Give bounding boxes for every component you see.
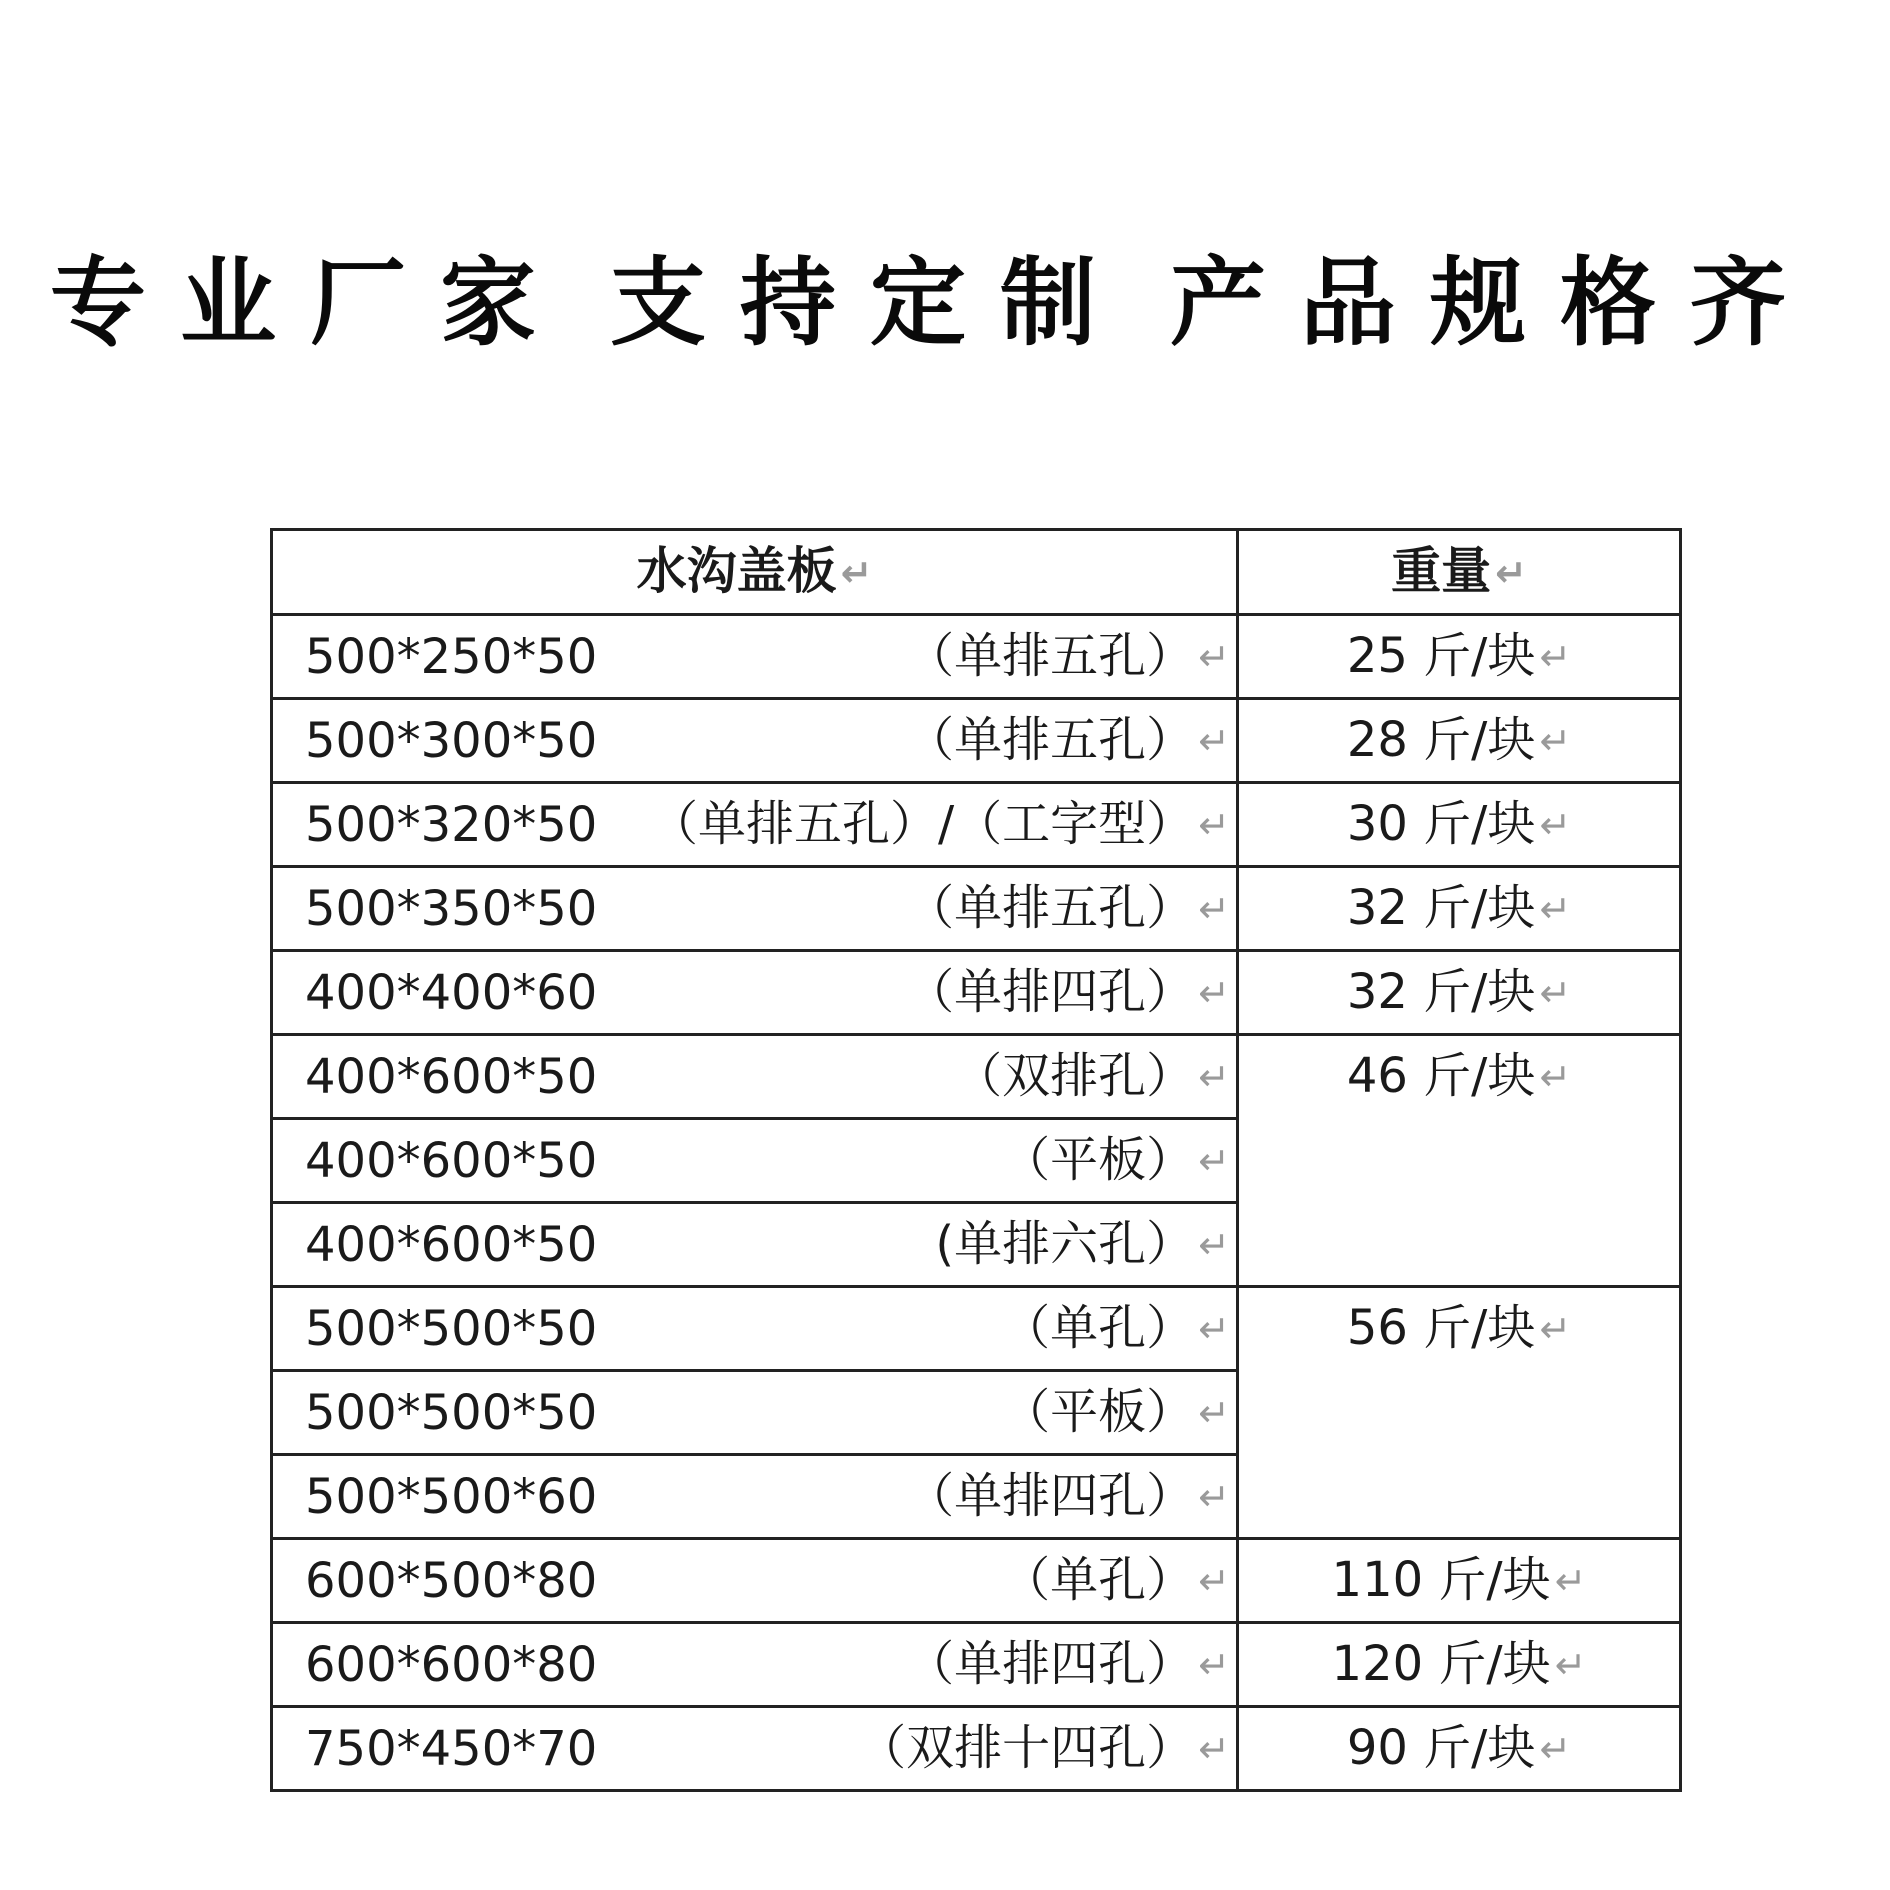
headline-char: 家 [440,246,536,359]
return-mark-icon: ↵ [1198,1391,1230,1435]
weight-cell [1238,615,1681,699]
size-cell-content [305,1120,1230,1201]
weight-text: 56 斤/块 [1346,1300,1536,1356]
weight-text: 32 斤/块 [1346,964,1536,1020]
dimension-text: 400*400*60 [305,964,598,1021]
table-row [272,1707,1681,1791]
dimension-text: 500*320*50 [305,796,598,853]
type-group [650,784,1230,865]
type-group [906,700,1230,781]
table-row [272,615,1681,699]
return-mark-icon: ↵ [1198,1727,1230,1771]
weight-cell [1238,1539,1681,1623]
dimension-text: 400*600*50 [305,1132,598,1189]
size-cell-content [305,1708,1230,1789]
size-cell [272,1455,1238,1539]
spec-table [270,528,1682,1792]
weight-cell [1238,699,1681,783]
table-row [272,1287,1681,1371]
dimension-text: 500*500*50 [305,1384,598,1441]
type-group [906,616,1230,697]
return-mark-icon: ↵ [1198,971,1230,1015]
weight-cell [1238,867,1681,951]
return-mark-icon: ↵ [1554,1559,1587,1603]
dimension-text: 500*350*50 [305,880,598,937]
size-cell-content [305,616,1230,697]
return-mark-icon: ↵ [1198,635,1230,679]
weight-cell [1238,1287,1681,1539]
headline-char: 专 [50,246,146,359]
size-cell [272,1707,1238,1791]
type-text: （双排孔） [954,1048,1195,1104]
dimension-text: 600*500*80 [305,1552,598,1609]
header-size-label: 水沟盖板 [636,542,837,600]
size-cell [272,1371,1238,1455]
size-cell-content [305,1456,1230,1537]
weight-text: 110 斤/块 [1331,1552,1551,1608]
size-cell [272,1287,1238,1371]
type-group [954,1036,1230,1117]
size-cell [272,783,1238,867]
return-mark-icon: ↵ [1539,1307,1572,1351]
dimension-text: 400*600*50 [305,1048,598,1105]
size-cell-content [305,1624,1230,1705]
size-cell [272,699,1238,783]
table-row [272,699,1681,783]
type-group [906,1456,1230,1537]
return-mark-icon: ↵ [1539,1727,1572,1771]
headline-phrase [610,227,1096,364]
size-cell-content [305,1288,1230,1369]
return-mark-icon: ↵ [1198,1223,1230,1267]
type-text: （单孔） [1002,1552,1195,1608]
size-cell [272,951,1238,1035]
table-row [272,1035,1681,1119]
headline-char: 支 [610,246,706,359]
size-cell-content [305,952,1230,1033]
type-group [906,868,1230,949]
weight-text: 25 斤/块 [1346,628,1536,684]
table-row [272,951,1681,1035]
headline-char: 齐 [1690,246,1786,359]
weight-text: 46 斤/块 [1346,1048,1536,1104]
dimension-text: 500*250*50 [305,628,598,685]
return-mark-icon: ↵ [1539,635,1572,679]
size-cell-content [305,784,1230,865]
headline-phrase [1170,227,1786,364]
weight-text: 32 斤/块 [1346,880,1536,936]
return-mark-icon: ↵ [1539,971,1572,1015]
type-group [906,952,1230,1033]
size-cell [272,1539,1238,1623]
size-cell-content [305,700,1230,781]
weight-cell [1238,951,1681,1035]
type-text: （单排四孔） [906,1636,1195,1692]
headline-phrase [50,227,536,364]
size-cell [272,1035,1238,1119]
type-text: （平板） [1002,1132,1195,1188]
weight-cell [1238,1035,1681,1287]
dimension-text: 600*600*80 [305,1636,598,1693]
type-group [1002,1372,1230,1453]
weight-text: 120 斤/块 [1331,1636,1551,1692]
return-mark-icon: ↵ [1539,719,1572,763]
size-cell [272,867,1238,951]
type-group [1002,1540,1230,1621]
header-weight-label: 重量 [1391,542,1492,600]
type-text: （单孔） [1002,1300,1195,1356]
type-text: （平板） [1002,1384,1195,1440]
weight-cell [1238,1623,1681,1707]
type-group [906,1624,1230,1705]
type-group [1002,1288,1230,1369]
dimension-text: 500*500*50 [305,1300,598,1357]
headline-char: 厂 [310,246,406,359]
weight-text: 30 斤/块 [1346,796,1536,852]
size-cell-content [305,1204,1230,1285]
return-mark-icon: ↵ [1539,803,1572,847]
return-mark-icon: ↵ [1554,1643,1587,1687]
type-text: （单排四孔） [906,1468,1195,1524]
type-text: （双排十四孔） [858,1720,1195,1776]
headline [50,235,1850,359]
type-text: （单排五孔） [906,712,1195,768]
weight-cell [1238,783,1681,867]
return-mark-icon: ↵ [1198,1643,1230,1687]
return-mark-icon: ↵ [1198,1559,1230,1603]
weight-text: 90 斤/块 [1346,1720,1536,1776]
headline-char: 业 [180,246,276,359]
size-cell-content [305,1372,1230,1453]
return-mark-icon: ↵ [1198,1307,1230,1351]
header-size [272,530,1238,615]
table-row [272,1623,1681,1707]
table-row [272,1539,1681,1623]
headline-char: 格 [1560,246,1656,359]
type-text: (单排六孔） [935,1216,1195,1272]
size-cell [272,1203,1238,1287]
size-cell-content [305,1540,1230,1621]
table-row [272,783,1681,867]
headline-char: 定 [870,246,966,359]
header-weight [1238,530,1681,615]
weight-text: 28 斤/块 [1346,712,1536,768]
dimension-text: 400*600*50 [305,1216,598,1273]
return-mark-icon: ↵ [1198,1475,1230,1519]
return-mark-icon: ↵ [1198,1055,1230,1099]
return-mark-icon: ↵ [1198,803,1230,847]
dimension-text: 500*300*50 [305,712,598,769]
size-cell [272,1623,1238,1707]
weight-cell [1238,1707,1681,1791]
size-cell-content [305,1036,1230,1117]
return-mark-icon: ↵ [1539,887,1572,931]
return-mark-icon: ↵ [1539,1055,1572,1099]
type-group [858,1708,1230,1789]
return-mark-icon: ↵ [1198,887,1230,931]
size-cell-content [305,868,1230,949]
table-row [272,867,1681,951]
type-group [1002,1120,1230,1201]
headline-char: 品 [1300,246,1396,359]
headline-char: 产 [1170,246,1266,359]
return-mark-icon: ↵ [1495,551,1527,595]
spec-table-body [272,615,1681,1791]
return-mark-icon: ↵ [840,551,873,595]
dimension-text: 750*450*70 [305,1720,598,1777]
return-mark-icon: ↵ [1198,1139,1230,1183]
size-cell [272,1119,1238,1203]
headline-char: 规 [1430,246,1526,359]
type-text: （单排五孔）/（工字型） [649,796,1195,852]
type-text: （单排五孔） [906,628,1195,684]
headline-char: 制 [1000,246,1096,359]
headline-char: 持 [740,246,836,359]
type-group [935,1204,1230,1285]
size-cell [272,615,1238,699]
table-header-row [272,530,1681,615]
return-mark-icon: ↵ [1198,719,1230,763]
dimension-text: 500*500*60 [305,1468,598,1525]
type-text: （单排五孔） [906,880,1195,936]
type-text: （单排四孔） [906,964,1195,1020]
